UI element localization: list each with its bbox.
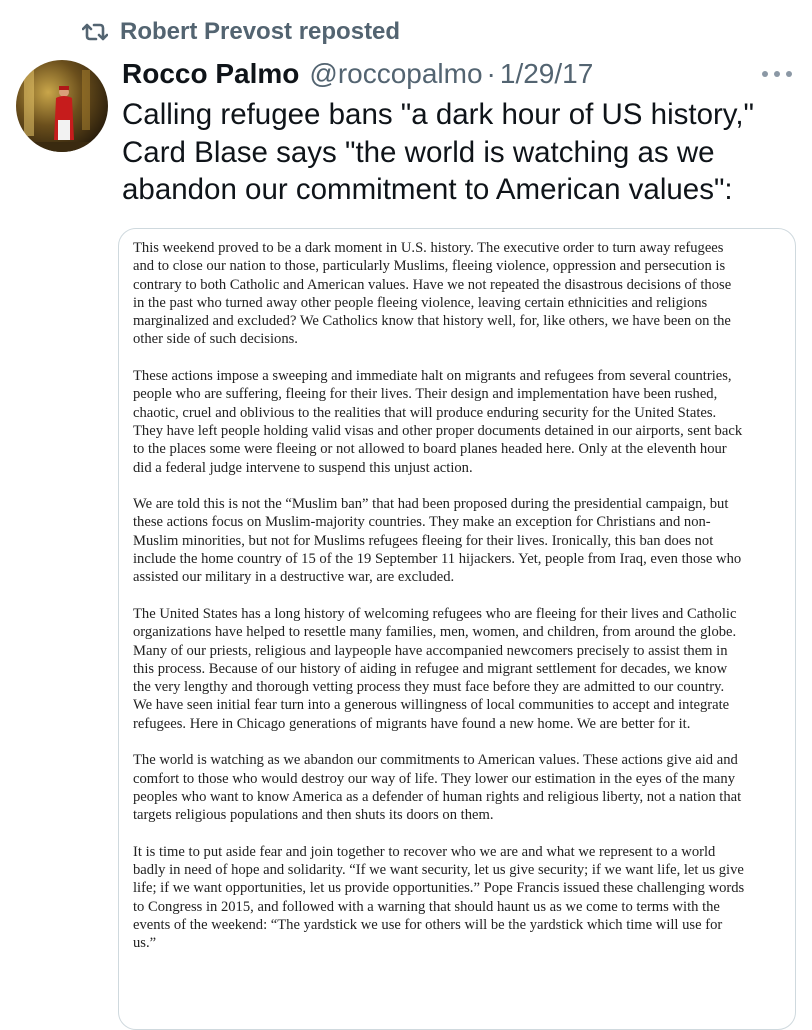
document-line: events of the weekend: “The yardstick we use for others will be the yardstick which time will use for [133, 916, 723, 933]
document-line: Many of our priests, religious and laypeople have accompanied newcomers precisely to assist them in [133, 642, 728, 659]
document-line: contrary to both Catholic and American values. Have we not repeated the disastrous decisions of those [133, 276, 732, 293]
document-line: and to close our nation to those, particularly Muslims, fleeing violence, oppression and persecution is [133, 258, 726, 275]
more-dot [762, 71, 768, 77]
document-line: targets religious populations and then shuts its doors on them. [133, 807, 494, 824]
avatar[interactable] [16, 60, 108, 152]
statement-document [133, 239, 783, 971]
tweet-text [122, 96, 792, 209]
repost-header[interactable] [82, 16, 400, 48]
document-line: Muslim minorities, but not for Muslims refugees fleeing for their lives. Ironically, this ban does not [133, 532, 714, 549]
tweet-text-line: Calling refugee bans "a dark hour of US history," [122, 98, 755, 131]
more-dot [774, 71, 780, 77]
tweet-date[interactable]: 1/29/17 [499, 58, 594, 89]
document-line: in the past who turned away other people fleeing violence, leaving certain ethnicities and religions [133, 294, 708, 311]
document-paragraph [133, 239, 783, 349]
document-line: chaotic, cruel and oblivious to the realities that will produce enduring security for the United States. [133, 404, 717, 421]
document-line: The United States has a long history of welcoming refugees who are fleeing for their lives and Catholic [133, 605, 737, 622]
document-line: organizations have helped to resettle many families, men, women, and children, from around the globe. [133, 624, 737, 641]
tweet-header [122, 56, 796, 92]
document-line: We have seen initial fear turn into a generous willingness of local communities to accept and integrate [133, 697, 730, 714]
document-line: We are told this is not the “Muslim ban” that had been proposed during the presidential campaign, but [133, 496, 729, 513]
more-dot [786, 71, 792, 77]
document-line: to Congress in 2015, and followed with a warning that should haunt us as we come to terms with the [133, 898, 720, 915]
document-line: assisted our military in a destructive war, are excluded. [133, 569, 455, 586]
tweet-text-line: Card Blase says "the world is watching as we [122, 135, 715, 169]
document-line: marginalized and excluded? We Catholics know that history well, for, like others, we have been on the [133, 313, 731, 330]
document-line: the very lengthy and thorough vetting process they must face before they are admitted to our country. [133, 679, 725, 696]
document-line: include the home country of 15 of the 19 September 11 hijackers. Yet, people from Iraq, even those who [133, 551, 742, 568]
repost-icon [82, 21, 108, 43]
document-line: these actions focus on Muslim-majority countries. They make an exception for Christians and non- [133, 514, 711, 531]
document-line: The world is watching as we abandon our commitments to American values. These actions give aid and [133, 752, 738, 769]
document-paragraph [133, 843, 783, 953]
document-line: These actions impose a sweeping and immediate halt on migrants and refugees from several countries, [133, 368, 732, 385]
document-line: comfort to those who would destroy our way of life. They lower our estimation in the eyes of the many [133, 770, 735, 787]
document-line: life; if we want opportunities, let us provide opportunities.” Pope Francis issued these challenging words [133, 880, 745, 897]
media-image[interactable] [118, 228, 796, 1030]
document-line: this process. Because of our history of aiding in refugee and migrant settlement for decades, we know [133, 660, 728, 677]
author-name[interactable]: Rocco Palmo [122, 58, 300, 89]
more-icon[interactable] [762, 64, 792, 84]
document-line: did a federal judge intervene to suspend this unjust action. [133, 459, 473, 476]
document-line: badly in need of hope and solidarity. “If we want security, let us give security; if we want life, let us give [133, 862, 744, 879]
document-line: This weekend proved to be a dark moment in U.S. history. The executive order to turn away refugees [133, 240, 724, 256]
document-line: to the places some were fleeing or not allowed to board planes headed here. Only at the eleventh hour [133, 441, 727, 458]
document-line: They have left people holding valid visas and other proper documents detained in our airports, sent back [133, 422, 743, 439]
document-paragraph [133, 751, 783, 824]
author-handle[interactable]: @roccopalmo [309, 58, 483, 89]
document-paragraph [133, 495, 783, 586]
avatar-image [16, 60, 108, 152]
repost-label: Robert Prevost reposted [120, 18, 401, 45]
document-paragraph [133, 605, 783, 733]
separator-dot: · [486, 58, 496, 89]
document-line: us.” [133, 935, 157, 952]
document-line: refugees. Here in Chicago generations of migrants have found a new home. We are better for it. [133, 715, 691, 732]
document-line: It is time to put aside fear and join together to recover who we are and what we represent to a world [133, 843, 716, 860]
tweet-text-line: abandon our commitment to American values": [122, 173, 733, 206]
document-line: people who are suffering, fleeing for their lives. Their design and implementation have been rushed, [133, 386, 718, 403]
document-line: other side of such decisions. [133, 331, 298, 348]
document-line: peoples who want to know America as a defender of human rights and religious liberty, not a nation that [133, 788, 742, 805]
document-paragraph [133, 367, 783, 477]
